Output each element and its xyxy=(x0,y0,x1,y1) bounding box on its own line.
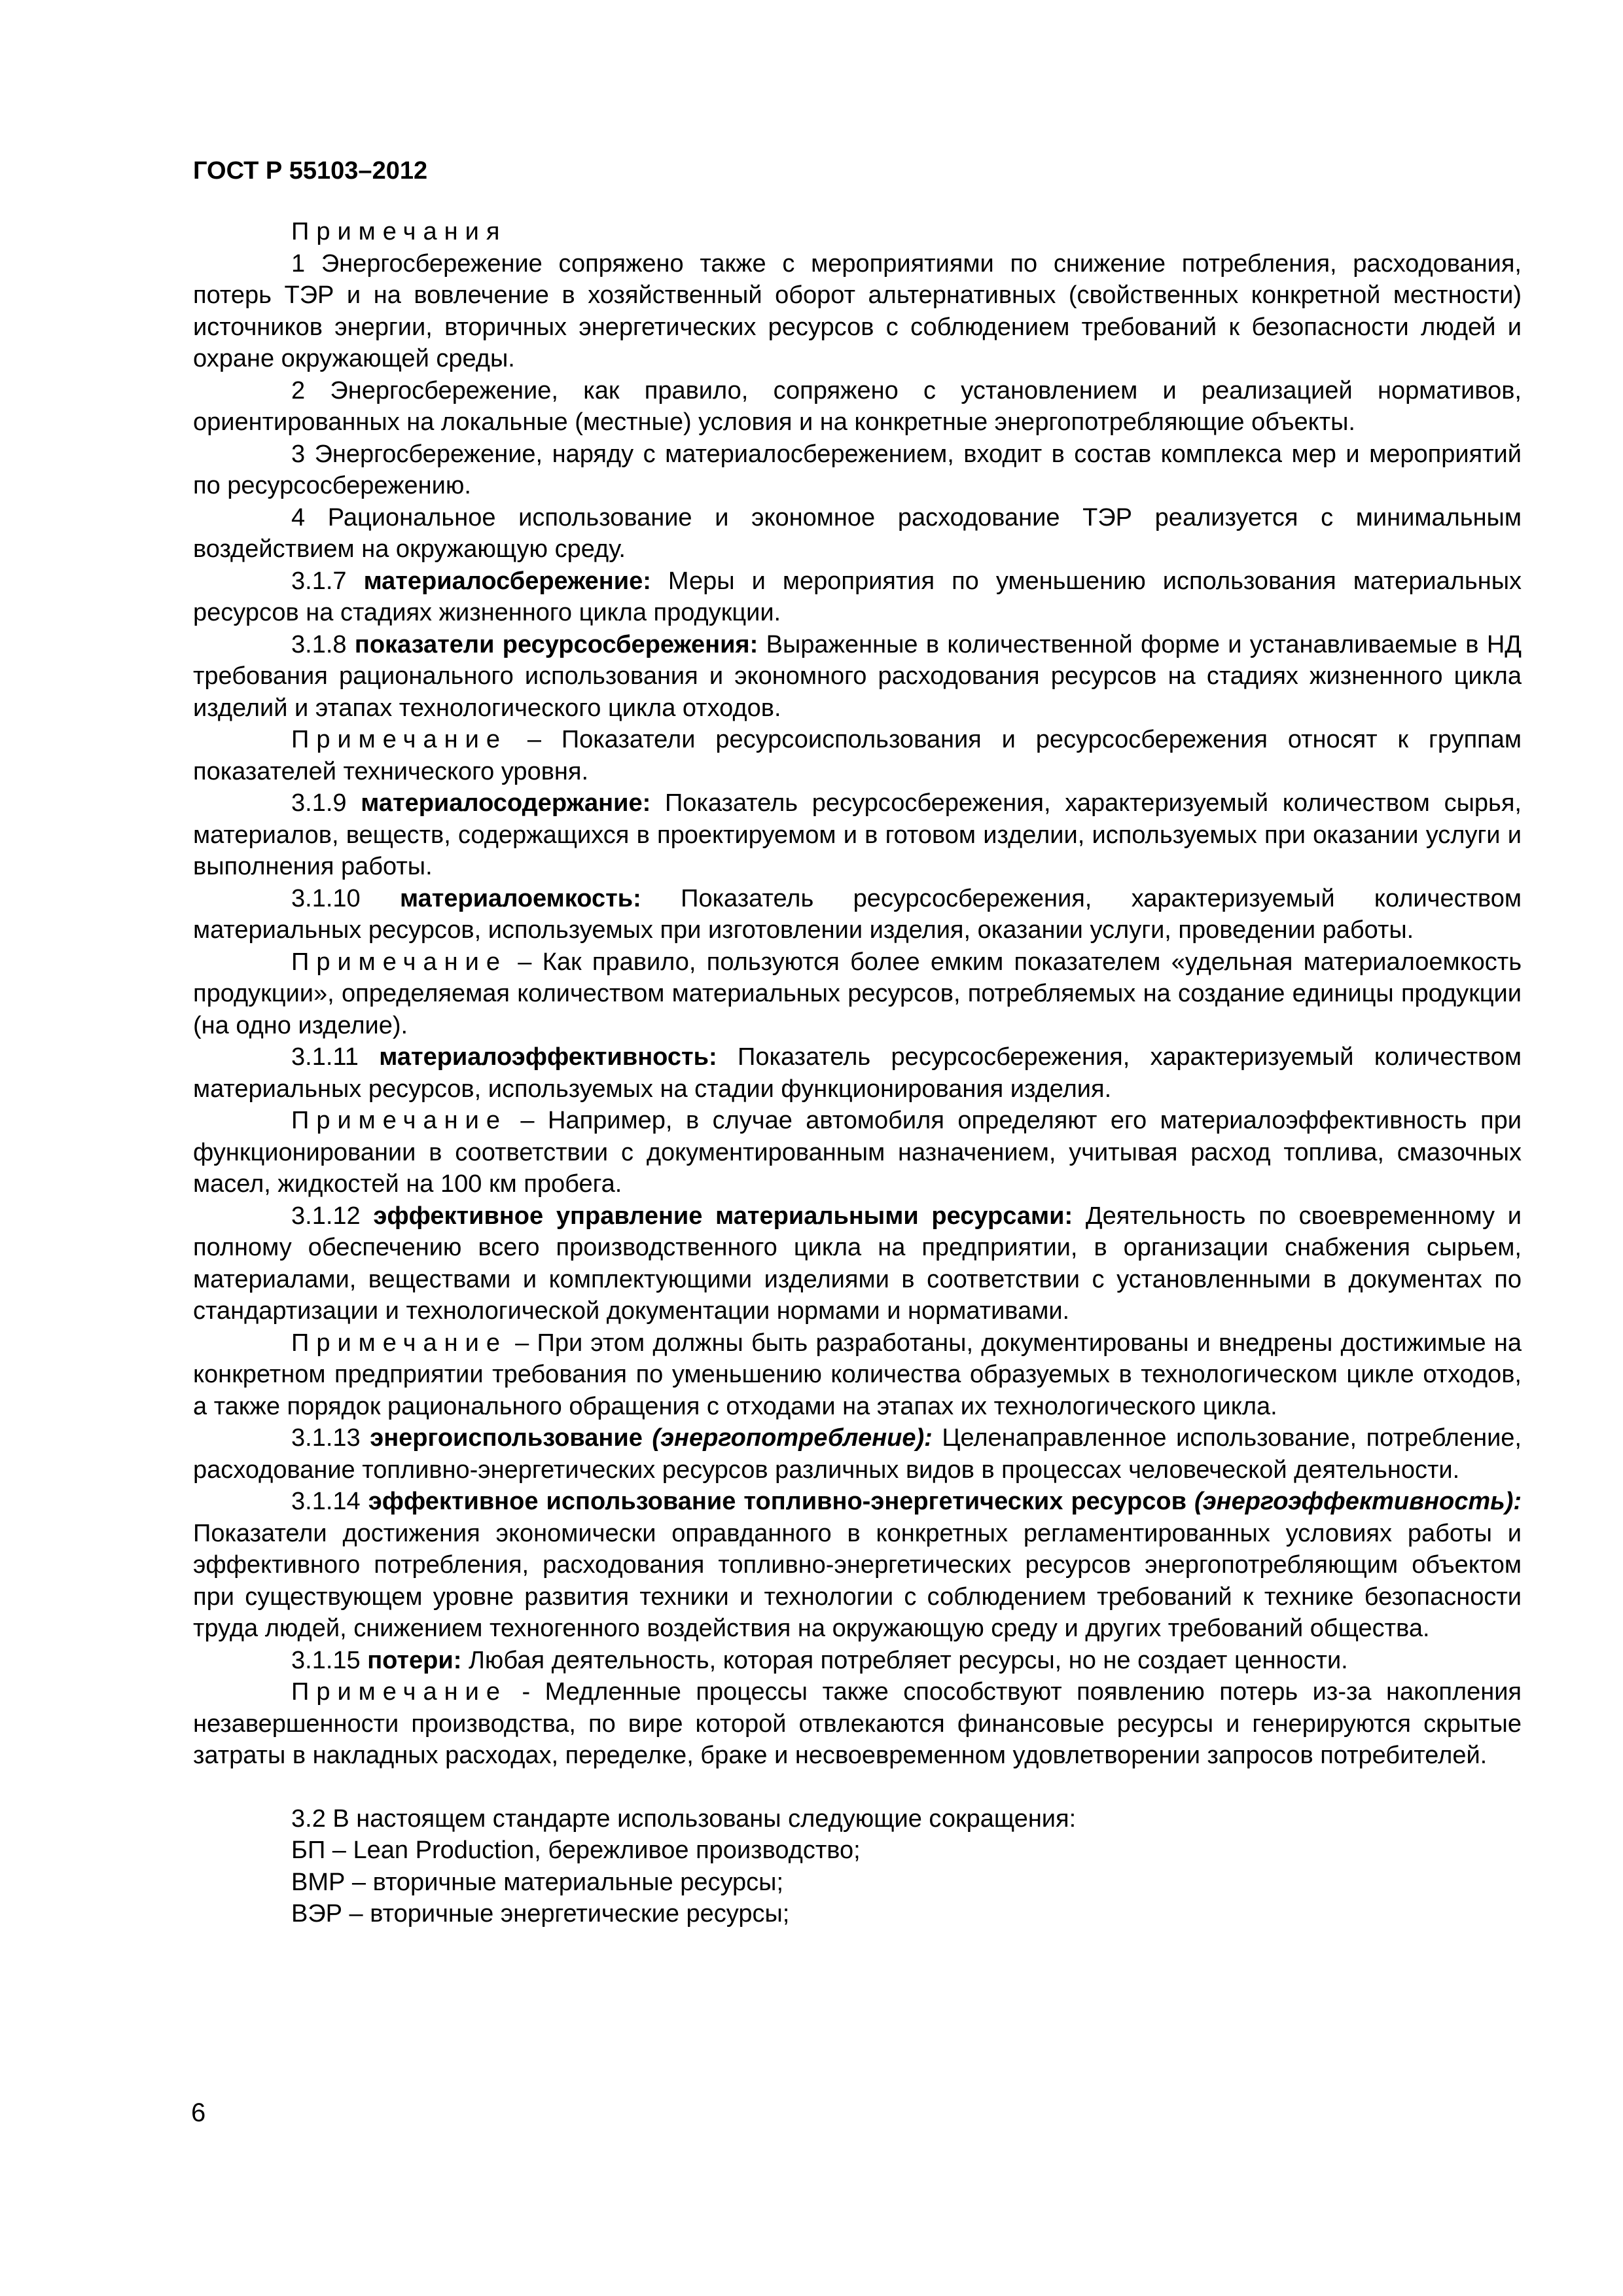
term-title: энергоиспользование xyxy=(370,1424,643,1452)
term-note: Примечание – Как правило, пользуются более емким показателем «удельная материалоемкость продукции», определяемая количеством материальных ресурсов, потребляемых на создание единицы продукции (на одно изделие). xyxy=(193,948,1522,1039)
term-title: эффективное использование топливно-энергетических ресурсов xyxy=(368,1488,1186,1515)
term-3-1-14: 3.1.14 эффективное использование топливно-энергетических ресурсов (энергоэффективность): Показатели достижения экономически оправданного в конкретных регламентированных условиях работы и эффективного потребления, расходования топливно-энергетических ресурсов энергопотребляющим объектом при существующем уровне развития техники и технологии с соблюдением требований к технике безопасности труда людей, снижением техногенного воздействия на окружающую среду и других требований общества. xyxy=(193,1488,1522,1642)
term-3-1-11: 3.1.11 материалоэффективность: Показатель ресурсосбережения, характеризуемый количеством материальных ресурсов, используемых на стадии функционирования изделия. xyxy=(193,1043,1522,1103)
term-title: показатели ресурсосбережения: xyxy=(354,630,758,658)
document-header: ГОСТ Р 55103–2012 xyxy=(193,157,428,185)
term-3-1-15: 3.1.15 потери: Любая деятельность, которая потребляет ресурсы, но не создает ценности. xyxy=(291,1646,1348,1674)
page-number: 6 xyxy=(191,2098,206,2127)
term-3-1-12: 3.1.12 эффективное управление материальными ресурсами: Деятельность по своевременному и полному обеспечению всего производственного цикла на предприятии, в организации снабжения сырьем, материалами, веществами и комплектующими изделиями в соответствии с установленными в документах по стандартизации и технологической документации нормами и нормативами. xyxy=(193,1202,1522,1325)
term-3-1-13: 3.1.13 энергоиспользование (энергопотребление): Целенаправленное использование, потребление, расходование топливно-энергетических ресурсов различных видов в процессах человеческой деятельности. xyxy=(193,1424,1522,1484)
abbreviation-item: ВМР – вторичные материальные ресурсы; xyxy=(291,1868,784,1896)
note-item: 2 Энергосбережение, как правило, сопряжено с установлением и реализацией нормативов, ориентированных на локальные (местные) условия и на конкретные энергопотребляющие объекты. xyxy=(193,376,1522,436)
term-title: материалоемкость: xyxy=(400,884,641,912)
term-note: Примечание – Например, в случае автомобиля определяют его материалоэффективность при функционировании в соответствии с документированным назначением, учитывая расход топлива, смазочных масел, жидкостей на 100 км пробега. xyxy=(193,1107,1522,1198)
abbreviations-intro: 3.2 В настоящем стандарте использованы следующие сокращения: xyxy=(291,1804,1077,1833)
term-title: эффективное управление материальными ресурсами: xyxy=(373,1202,1073,1230)
abbreviation-item: ВЭР – вторичные энергетические ресурсы; xyxy=(291,1900,790,1928)
notes-heading: Примечания xyxy=(291,218,507,245)
term-alt-title: (энергопотребление): xyxy=(652,1424,933,1452)
term-title: потери: xyxy=(367,1646,462,1674)
term-title: материалосбережение: xyxy=(363,567,651,595)
note-item: 3 Энергосбережение, наряду с материалосбережением, входит в состав комплекса мер и мероприятий по ресурсосбережению. xyxy=(193,440,1522,499)
term-alt-title: (энергоэффективность): xyxy=(1194,1488,1522,1515)
term-title: материалосодержание: xyxy=(361,789,651,817)
note-item: 4 Рациональное использование и экономное расходование ТЭР реализуется с минимальным воздействием на окружающую среду. xyxy=(193,503,1522,563)
term-3-1-10: 3.1.10 материалоемкость: Показатель ресурсосбережения, характеризуемый количеством материальных ресурсов, используемых при изготовлении изделия, оказании услуги, проведении работы. xyxy=(193,884,1522,944)
term-3-1-8: 3.1.8 показатели ресурсосбережения: Выраженные в количественной форме и устанавливаемые в НД требования рационального использования и экономного расходования ресурсов на стадиях жизненного цикла изделий и этапах технологического цикла отходов. xyxy=(193,630,1522,722)
document-body xyxy=(193,216,1522,1930)
term-note: Примечание – Показатели ресурсоиспользования и ресурсосбережения относят к группам показателей технического уровня. xyxy=(193,726,1522,785)
term-title: материалоэффективность: xyxy=(379,1043,717,1071)
abbreviation-item: БП – Lean Production, бережливое производство; xyxy=(291,1837,861,1864)
term-note: Примечание – При этом должны быть разработаны, документированы и внедрены достижимые на конкретном предприятии требования по уменьшению количества образуемых в технологическом цикле отходов, а также порядок рационального обращения с отходами на этапах их технологического цикла. xyxy=(193,1329,1522,1420)
term-3-1-7: 3.1.7 материалосбережение: Меры и мероприятия по уменьшению использования материальных ресурсов на стадиях жизненного цикла продукции. xyxy=(193,567,1522,626)
note-item: 1 Энергосбережение сопряжено также с мероприятиями по снижение потребления, расходования, потерь ТЭР и на вовлечение в хозяйственный оборот альтернативных (свойственных конкретной местности) источников энергии, вторичных энергетических ресурсов с соблюдением требований к безопасности людей и охране окружающей среды. xyxy=(193,249,1522,372)
section-gap xyxy=(193,1772,1522,1803)
term-note: Примечание - Медленные процессы также способствуют появлению потерь из-за накопления незавершенности производства, по вире которой отвлекаются финансовые ресурсы и генерируются скрытые затраты в накладных расходах, переделке, браке и несвоевременном удовлетворении запросов потребителей. xyxy=(193,1678,1522,1769)
term-3-1-9: 3.1.9 материалосодержание: Показатель ресурсосбережения, характеризуемый количеством сырья, материалов, веществ, содержащихся в проектируемом и в готовом изделии, используемых при оказании услуги и выполнения работы. xyxy=(193,789,1522,880)
